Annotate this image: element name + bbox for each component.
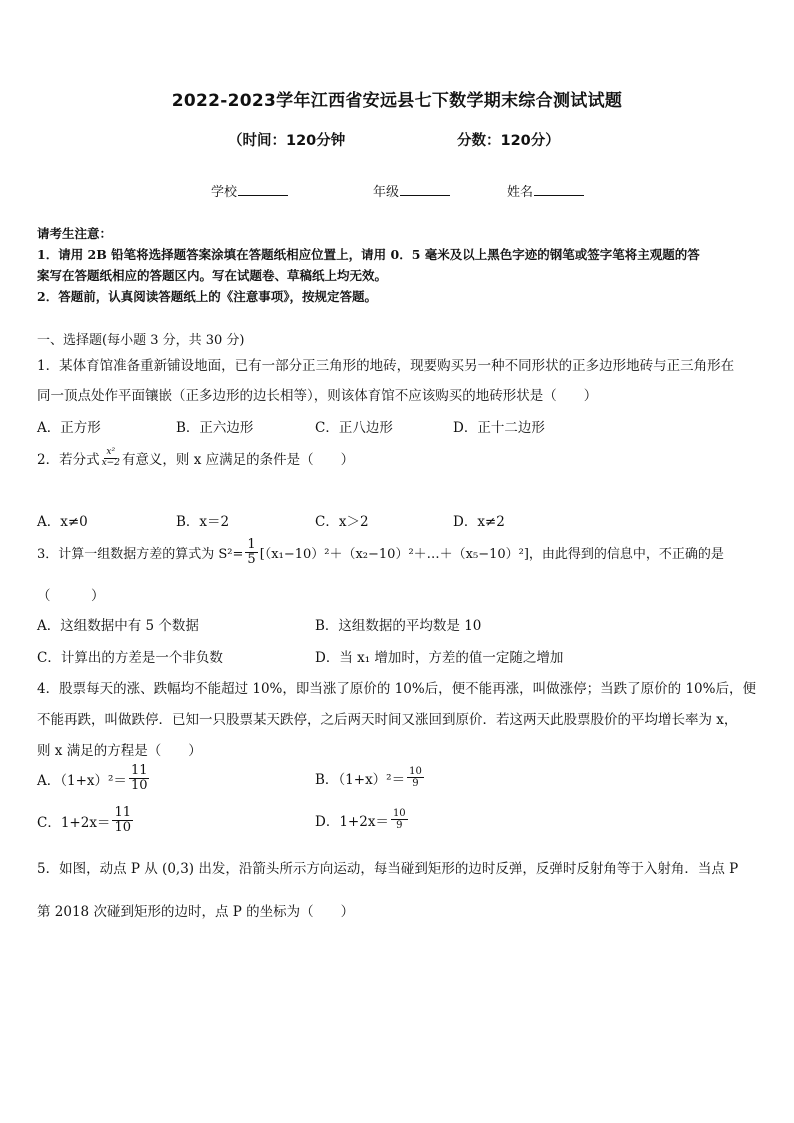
q4-option-c [37, 806, 135, 836]
q4-line-2: 不能再跌，叫做跌停．已知一只股票某天跌停，之后两天时间又涨回到原价．若这两天此股票股价的平均增长率为 x， [37, 712, 738, 728]
q3-post: [（x₁−10）²＋（x₂−10）²＋…＋（x₅−10）²]，由此得到的信息中，不正确的是 [259, 547, 724, 563]
name-blank [534, 183, 584, 196]
school-label: 学校 [211, 185, 238, 200]
q3-option-c: C．计算出的方差是一个非负数 [37, 650, 223, 666]
q4-option-c-fraction [112, 806, 133, 836]
q4-line-1: 4．股票每天的涨、跌幅均不能超过 10%，即当涨了原价的 10%后，便不能再涨，叫做涨停；当跌了原价的 10%后，便 [37, 681, 756, 697]
q2-pre: 2．若分式 [37, 452, 100, 469]
q3-numerator: 1 [247, 537, 256, 552]
q3-denominator: 5 [247, 552, 256, 568]
q1-option-a: A．正方形 [37, 420, 101, 436]
q4-option-b-num: 10 [409, 766, 422, 777]
q4-option-a [37, 764, 151, 794]
notice-line-3: 2．答题前，认真阅读答题纸上的《注意事项》，按规定答题。 [37, 289, 377, 304]
school-field [211, 181, 288, 200]
grade-blank [400, 183, 450, 196]
q4-option-d-num: 10 [392, 808, 406, 819]
name-label: 姓名 [507, 185, 534, 200]
q2-post: 有意义，则 x 应满足的条件是（ ） [121, 452, 355, 469]
q3-option-a: A．这组数据中有 5 个数据 [37, 618, 199, 634]
q4-option-d-pre: D．1+2x＝ [315, 813, 389, 830]
q3-option-b: B．这组数据的平均数是 10 [315, 618, 482, 634]
q4-option-d-fraction [391, 808, 408, 831]
q4-option-a-num: 11 [130, 763, 148, 778]
q2-option-b: B．x＝2 [176, 514, 230, 530]
notice-heading: 请考生注意： [37, 226, 113, 241]
q3-fraction [245, 538, 257, 568]
q4-option-b-pre: B．（1+x）²＝ [315, 771, 406, 788]
name-field [507, 181, 584, 200]
q4-option-b-fraction [407, 766, 424, 789]
q4-option-c-pre: C．1+2x＝ [37, 814, 111, 831]
q4-option-d [315, 808, 410, 831]
q2-denominator: x−2 [101, 457, 120, 468]
q1-option-c: C．正八边形 [315, 420, 393, 436]
section-heading: 一、选择题(每小题 3 分，共 30 分) [37, 333, 245, 348]
notice-line-1: 1．请用 2B 铅笔将选择题答案涂填在答题纸相应位置上，请用 0．5 毫米及以上黑色字迹的钢笔或签字笔将主观题的答 [37, 247, 700, 262]
q1-option-b: B．正六边形 [176, 420, 254, 436]
q3-pre: 3．计算一组数据方差的算式为 S²= [37, 547, 244, 563]
school-blank [238, 183, 288, 196]
q4-option-c-num: 11 [114, 805, 131, 820]
q4-option-b-den: 9 [412, 778, 419, 789]
q4-option-a-pre: A．（1+x）²＝ [37, 772, 127, 789]
q4-line-3: 则 x 满足的方程是（ ） [37, 743, 202, 759]
page-title: 2022-2023学年江西省安远县七下数学期末综合测试试题 [171, 91, 623, 111]
q2-fraction [102, 448, 120, 469]
q2-option-c: C．x＞2 [315, 514, 369, 530]
q3-stem [37, 538, 724, 568]
exam-score: 分数：120分） [457, 133, 560, 149]
q2-option-a: A．x≠0 [37, 514, 88, 530]
q5-line-1: 5．如图，动点 P 从 (0,3) 出发，沿箭头所示方向运动，每当碰到矩形的边时反弹，反弹时反射角等于入射角．当点 P [37, 861, 739, 877]
q4-option-b [315, 766, 426, 789]
q4-option-a-den: 10 [130, 778, 148, 794]
q3-option-d: D．当 x₁ 增加时，方差的值一定随之增加 [315, 650, 564, 666]
exam-time: （时间：120分钟 [228, 133, 346, 149]
grade-label: 年级 [373, 185, 400, 200]
q4-option-d-den: 9 [396, 820, 403, 831]
notice-line-2: 案写在答题纸相应的答题区内。写在试题卷、草稿纸上均无效。 [37, 268, 388, 283]
q1-line-2: 同一顶点处作平面镶嵌（正多边形的边长相等），则该体育馆不应该购买的地砖形状是（ ） [37, 388, 598, 404]
q4-option-c-den: 10 [114, 820, 131, 836]
q1-line-1: 1．某体育馆准备重新铺设地面，已有一部分正三角形的地砖，现要购买另一种不同形状的正多边形地砖与正三角形在 [37, 358, 735, 374]
grade-field [373, 181, 450, 200]
q5-line-2: 第 2018 次碰到矩形的边时，点 P 的坐标为（ ） [37, 904, 355, 920]
q2-option-d: D．x≠2 [453, 514, 505, 530]
q4-option-a-fraction [129, 764, 150, 794]
q2-stem [37, 448, 354, 469]
q3-line-2: （ ） [37, 588, 105, 604]
q1-option-d: D．正十二边形 [453, 420, 545, 436]
q2-numerator: x² [106, 447, 116, 457]
